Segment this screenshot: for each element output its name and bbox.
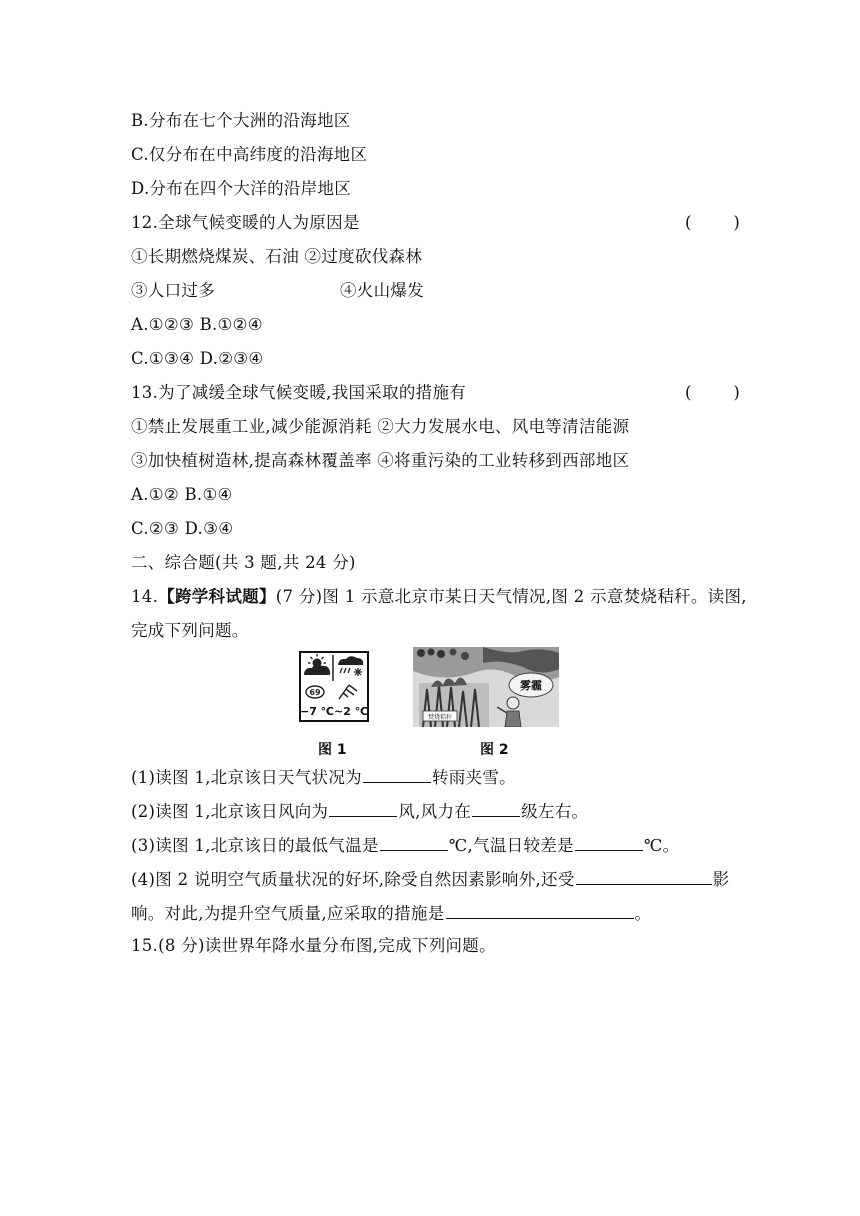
s2-text-mid: 风,风力在 bbox=[398, 802, 472, 821]
blank-wind-force[interactable] bbox=[472, 800, 520, 817]
q12-options-ab: A.①②③ B.①②④ bbox=[131, 315, 263, 334]
aqi-badge bbox=[306, 686, 324, 698]
q12-statement-3: ③人口过多 bbox=[131, 281, 215, 300]
smog-cloud bbox=[509, 673, 553, 697]
blank-human-factor[interactable] bbox=[576, 868, 712, 885]
option-d: D.分布在四个大洋的沿岸地区 bbox=[131, 179, 352, 198]
wind-barb-icon bbox=[339, 685, 357, 699]
q14-number: 14. bbox=[131, 587, 159, 606]
blank-wind-direction[interactable] bbox=[329, 800, 397, 817]
smog-label: 雾霾 bbox=[520, 679, 542, 692]
s1-text-end: 转雨夹雪。 bbox=[431, 768, 516, 787]
sub-question-3 bbox=[131, 834, 679, 856]
sleet-icon bbox=[338, 656, 363, 676]
s3-text: (3)读图 1,北京该日的最低气温是 bbox=[131, 836, 379, 855]
straw-sign: 焚烧秸秆 bbox=[427, 714, 453, 721]
q13-statements-1: ①禁止发展重工业,减少能源消耗 ②大力发展水电、风电等清洁能源 bbox=[131, 417, 630, 436]
question-12: 12.全球气候变暖的人为原因是 bbox=[131, 213, 360, 232]
sub-question-1 bbox=[131, 766, 516, 788]
q14-tag: 【跨学科试题】 bbox=[158, 587, 276, 606]
s3-text-mid: ℃,气温日较差是 bbox=[448, 836, 574, 855]
answer-bracket-12[interactable]: ( ) bbox=[685, 213, 740, 232]
weather-icons bbox=[301, 653, 367, 720]
question-14 bbox=[131, 587, 747, 607]
s4-text-end: 影 bbox=[712, 870, 730, 889]
q13-options-cd: C.②③ D.③④ bbox=[131, 519, 234, 538]
q12-options-cd: C.①③④ D.②③④ bbox=[131, 349, 264, 368]
s1-text: (1)读图 1,北京该日天气状况为 bbox=[131, 768, 362, 787]
answer-bracket-13[interactable]: ( ) bbox=[685, 383, 740, 402]
blank-measures[interactable] bbox=[446, 902, 634, 919]
figure-2-caption: 图 2 bbox=[480, 742, 509, 758]
s3-text-end: ℃。 bbox=[643, 836, 680, 855]
figure-1-weather bbox=[299, 651, 369, 722]
blank-min-temp[interactable] bbox=[380, 834, 448, 851]
question-14-cont: 完成下列问题。 bbox=[131, 621, 249, 640]
s4-text-2-end: 。 bbox=[634, 904, 652, 923]
sub-question-4 bbox=[131, 868, 729, 890]
burning-straw-illustration bbox=[413, 647, 559, 727]
figure-1-caption: 图 1 bbox=[318, 742, 347, 758]
s4-text: (4)图 2 说明空气质量状况的好坏,除受自然因素影响外,还受 bbox=[131, 870, 575, 889]
s2-text: (2)读图 1,北京该日风向为 bbox=[131, 802, 329, 821]
sub-question-2 bbox=[131, 800, 588, 822]
sub-question-4-cont bbox=[131, 902, 651, 924]
q12-statements-1: ①长期燃烧煤炭、石油 ②过度砍伐森林 bbox=[131, 247, 423, 266]
q14-text: (7 分)图 1 示意北京市某日天气情况,图 2 示意焚烧秸秆。读图, bbox=[275, 587, 747, 606]
q12-statement-4: ④火山爆发 bbox=[340, 281, 424, 300]
aqi-value: 69 bbox=[309, 688, 321, 697]
question-15: 15.(8 分)读世界年降水量分布图,完成下列问题。 bbox=[131, 936, 496, 955]
q13-statements-2: ③加快植树造林,提高森林覆盖率 ④将重污染的工业转移到西部地区 bbox=[131, 451, 630, 470]
option-c: C.仅分布在中高纬度的沿海地区 bbox=[131, 145, 368, 164]
s4-text-2: 响。对此,为提升空气质量,应采取的措施是 bbox=[131, 904, 445, 923]
temperature-range: −7 ℃~2 ℃ bbox=[301, 705, 367, 718]
q13-options-ab: A.①② B.①④ bbox=[131, 485, 233, 504]
s2-text-end: 级左右。 bbox=[521, 802, 589, 821]
option-b: B.分布在七个大洲的沿海地区 bbox=[131, 111, 351, 130]
figure-2-burning-straw bbox=[413, 647, 559, 727]
question-13: 13.为了减缓全球气候变暖,我国采取的措施有 bbox=[131, 383, 467, 402]
blank-temp-range[interactable] bbox=[575, 834, 643, 851]
section-heading: 二、综合题(共 3 题,共 24 分) bbox=[131, 553, 356, 572]
blank-weather[interactable] bbox=[363, 766, 431, 783]
sun-cloud-icon bbox=[304, 654, 331, 675]
straw-fire bbox=[419, 677, 489, 727]
